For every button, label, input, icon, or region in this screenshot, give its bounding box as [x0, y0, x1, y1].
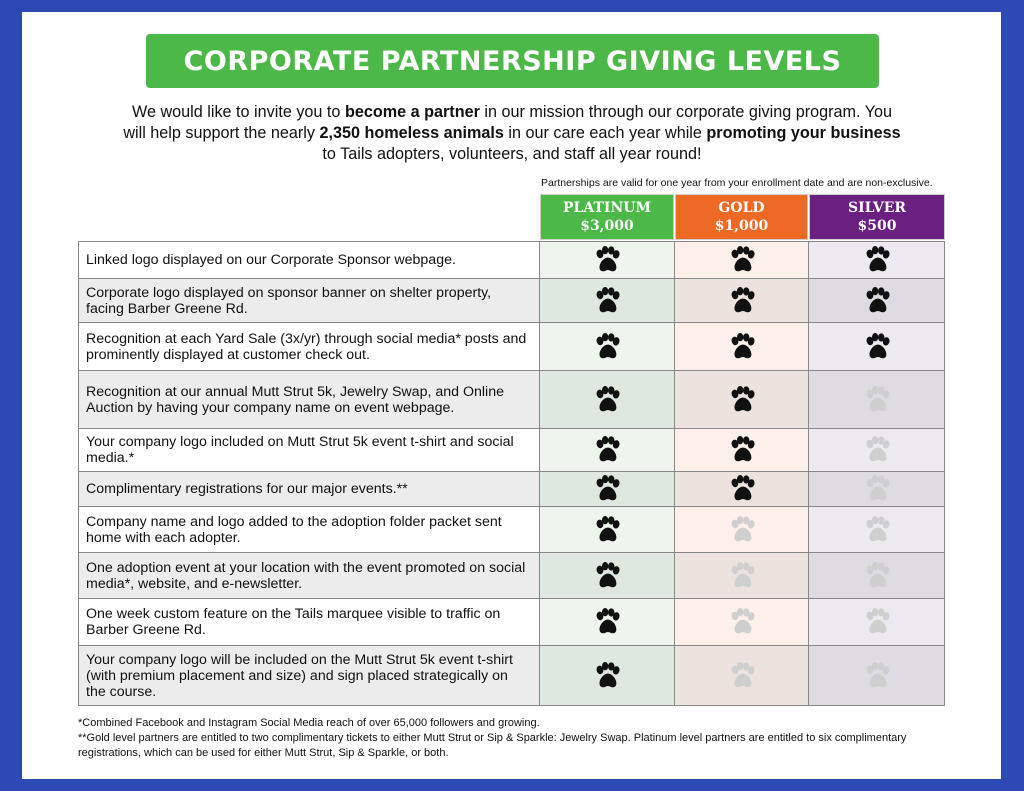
paw-print-faded-icon	[727, 561, 757, 591]
paw-print-faded-icon	[862, 385, 892, 415]
footnote: *Combined Facebook and Instagram Social Media reach of over 65,000 followers and growing.	[78, 717, 540, 729]
benefit-cell-gold	[675, 553, 809, 598]
benefit-cell-gold	[675, 599, 809, 645]
benefit-row	[79, 552, 944, 598]
benefit-row	[79, 471, 944, 506]
benefit-row	[79, 242, 944, 278]
benefit-cell-silver	[809, 323, 944, 370]
benefits-table	[78, 241, 945, 706]
benefit-cell-gold	[675, 507, 809, 552]
benefit-row	[79, 598, 944, 645]
benefit-text: Your company logo will be included on the Mutt Strut 5k event t-shirt (with premium placement and size) and sign placed strategically on the course.	[79, 646, 540, 705]
benefit-cell-gold	[675, 371, 809, 428]
benefit-cell-silver	[809, 599, 944, 645]
footnote: **Gold level partners are entitled to two complimentary tickets to either Mutt Strut or Sip & Sparkle: Jewelry Swap. Platinum level partners are entitled to six complimentary registrations, which can be used for either Mutt Strut, Sip & Sparkle, or both.	[78, 732, 907, 759]
paw-print-icon	[592, 286, 622, 316]
paw-print-icon	[592, 561, 622, 591]
benefit-cell-silver	[809, 507, 944, 552]
page-title: CORPORATE PARTNERSHIP GIVING LEVELS	[146, 34, 879, 88]
benefit-row	[79, 278, 944, 322]
paw-print-faded-icon	[862, 607, 892, 637]
benefit-cell-gold	[675, 242, 809, 278]
benefit-text: One adoption event at your location with the event promoted on social media*, website, and e-newsletter.	[79, 553, 540, 598]
benefit-cell-gold	[675, 279, 809, 322]
tier-price: $500	[857, 218, 897, 234]
benefit-cell-platinum	[540, 553, 675, 598]
paw-print-faded-icon	[727, 661, 757, 691]
tier-header-gold	[675, 194, 808, 240]
tier-header-platinum	[540, 194, 674, 240]
benefit-row	[79, 645, 944, 705]
paw-print-icon	[862, 245, 892, 275]
paw-print-faded-icon	[862, 474, 892, 504]
paw-print-icon	[592, 332, 622, 362]
tier-name: GOLD	[718, 200, 765, 216]
benefit-row	[79, 322, 944, 370]
paw-print-icon	[592, 385, 622, 415]
benefit-cell-silver	[809, 242, 944, 278]
benefit-text: Company name and logo added to the adoption folder packet sent home with each adopter.	[79, 507, 540, 552]
benefit-cell-platinum	[540, 323, 675, 370]
benefit-cell-gold	[675, 323, 809, 370]
benefit-cell-platinum	[540, 242, 675, 278]
tier-price: $3,000	[580, 218, 634, 234]
flyer-sheet	[22, 12, 1001, 779]
tier-price: $1,000	[714, 218, 769, 234]
benefit-cell-platinum	[540, 646, 675, 705]
paw-print-icon	[592, 245, 622, 275]
benefit-text: Corporate logo displayed on sponsor banner on shelter property, facing Barber Greene Rd.	[79, 279, 540, 322]
benefit-cell-platinum	[540, 599, 675, 645]
benefit-row	[79, 370, 944, 428]
intro-paragraph	[122, 102, 902, 165]
tier-name: PLATINUM	[563, 200, 651, 216]
intro-text: to Tails adopters, volunteers, and staff all year round!	[322, 145, 702, 163]
validity-note: Partnerships are valid for one year from your enrollment date and are non-exclusive.	[541, 177, 933, 189]
paw-print-icon	[862, 286, 892, 316]
paw-print-icon	[727, 286, 757, 316]
benefit-cell-silver	[809, 371, 944, 428]
benefit-cell-platinum	[540, 279, 675, 322]
benefit-cell-platinum	[540, 371, 675, 428]
intro-text: in our care each year while	[503, 124, 707, 142]
benefit-cell-silver	[809, 279, 944, 322]
paw-print-icon	[592, 435, 622, 465]
paw-print-icon	[727, 435, 757, 465]
paw-print-icon	[727, 385, 757, 415]
tier-header-silver	[809, 194, 945, 240]
paw-print-faded-icon	[727, 607, 757, 637]
benefit-cell-silver	[809, 553, 944, 598]
benefit-text: Recognition at our annual Mutt Strut 5k, Jewelry Swap, and Online Auction by having your company name on event webpage.	[79, 371, 540, 428]
intro-emphasis: promoting your business	[706, 124, 901, 142]
paw-print-icon	[592, 474, 622, 504]
paw-print-icon	[592, 607, 622, 637]
benefit-text: One week custom feature on the Tails marquee visible to traffic on Barber Greene Rd.	[79, 599, 540, 645]
benefit-row	[79, 428, 944, 471]
benefit-cell-platinum	[540, 507, 675, 552]
benefit-text: Linked logo displayed on our Corporate Sponsor webpage.	[79, 242, 540, 278]
paw-print-icon	[727, 332, 757, 362]
paw-print-icon	[592, 515, 622, 545]
paw-print-faded-icon	[862, 435, 892, 465]
benefit-cell-platinum	[540, 472, 675, 506]
tier-name: SILVER	[847, 200, 906, 216]
paw-print-icon	[727, 245, 757, 275]
intro-emphasis: become a partner	[344, 103, 480, 121]
paw-print-icon	[592, 661, 622, 691]
intro-text: in our mission through our corporate giving program. You will help support the nearly	[123, 103, 893, 142]
benefit-cell-gold	[675, 472, 809, 506]
benefit-cell-platinum	[540, 429, 675, 471]
benefit-cell-silver	[809, 646, 944, 705]
paw-print-faded-icon	[862, 661, 892, 691]
paw-print-icon	[862, 332, 892, 362]
paw-print-faded-icon	[862, 561, 892, 591]
benefit-cell-gold	[675, 429, 809, 471]
paw-print-faded-icon	[727, 515, 757, 545]
benefit-row	[79, 506, 944, 552]
paw-print-faded-icon	[862, 515, 892, 545]
benefit-cell-silver	[809, 472, 944, 506]
footnotes	[78, 716, 958, 761]
paw-print-icon	[727, 474, 757, 504]
intro-text: We would like to invite you to	[131, 103, 345, 121]
benefit-cell-gold	[675, 646, 809, 705]
benefit-text: Complimentary registrations for our major events.**	[79, 472, 540, 506]
benefit-text: Your company logo included on Mutt Strut 5k event t-shirt and social media.*	[79, 429, 540, 471]
benefit-cell-silver	[809, 429, 944, 471]
intro-emphasis: 2,350 homeless animals	[319, 124, 504, 142]
benefit-text: Recognition at each Yard Sale (3x/yr) through social media* posts and prominently displayed at customer check out.	[79, 323, 540, 370]
